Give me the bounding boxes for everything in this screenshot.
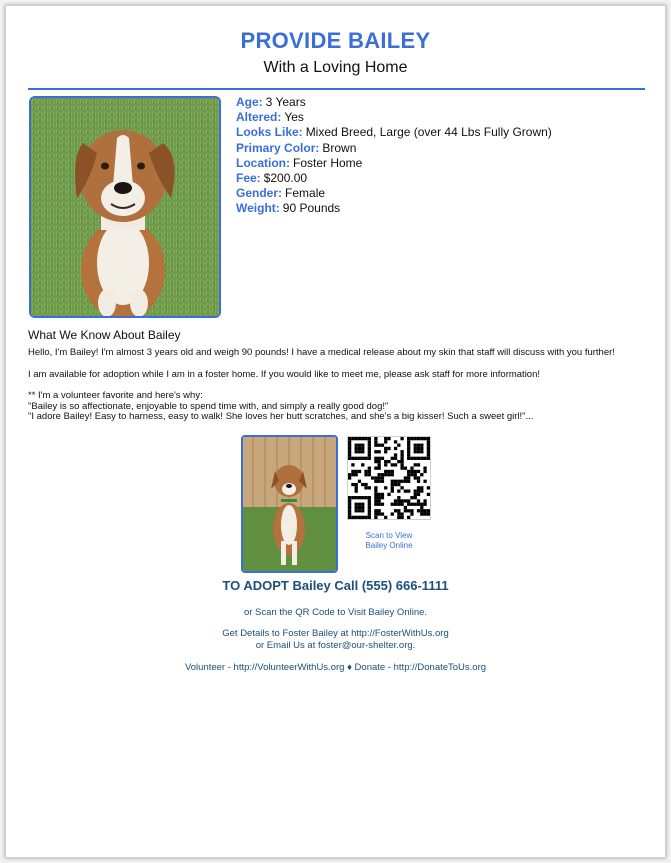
dog-photo-image xyxy=(31,98,219,316)
header-divider xyxy=(28,88,645,90)
fact-label: Location: xyxy=(236,155,290,170)
flyer-page xyxy=(5,5,666,858)
volunteer-donate-line: Volunteer - http://VolunteerWithUs.org ♦ Donate - http://DonateToUs.org xyxy=(184,662,487,673)
fact-altered xyxy=(236,110,656,125)
qr-code-icon xyxy=(348,437,430,519)
fact-value: 90 Pounds xyxy=(282,201,341,216)
fact-value: 3 Years xyxy=(265,95,306,109)
foster-line: Get Details to Foster Bailey at http://FosterWithUs.org xyxy=(222,628,449,639)
fact-location xyxy=(236,156,656,171)
fact-value: Female xyxy=(285,186,326,201)
fact-gender xyxy=(236,186,656,201)
fact-value: Yes xyxy=(284,110,304,125)
dog-photo-image xyxy=(243,437,336,571)
fact-primary-color xyxy=(236,141,656,156)
dog-photo-secondary xyxy=(241,435,338,573)
scan-line: or Scan the QR Code to Visit Bailey Online. xyxy=(243,607,428,618)
qr-caption-line: Scan to View xyxy=(365,531,413,540)
fact-label: Looks Like: xyxy=(236,125,303,140)
volunteer-quote: "Bailey is so affectionate, enjoyable to spend time with, and simply a really good dog!" xyxy=(28,400,389,412)
fact-value: $200.00 xyxy=(263,171,308,186)
fact-value: Mixed Breed, Large (over 44 Lbs Fully Grown) xyxy=(305,125,552,140)
fact-looks-like xyxy=(236,125,656,140)
qr-caption xyxy=(339,531,439,551)
email-line: or Email Us at foster@our-shelter.org. xyxy=(255,640,416,651)
page-title: PROVIDE BAILEY xyxy=(240,28,431,53)
fact-value: Brown xyxy=(322,140,357,155)
about-paragraph: I am available for adoption while I am in a foster home. If you would like to meet me, please ask staff for more information! xyxy=(28,368,541,380)
fact-label: Altered: xyxy=(236,110,282,125)
fact-age xyxy=(236,95,656,110)
qr-code[interactable] xyxy=(347,436,431,520)
fact-label: Primary Color: xyxy=(236,140,320,155)
fact-label: Age: xyxy=(236,95,263,109)
adopt-call-line: TO ADOPT Bailey Call (555) 666-1111 xyxy=(222,578,449,593)
fact-label: Weight: xyxy=(236,201,280,216)
about-text xyxy=(28,348,648,423)
fact-value: Foster Home xyxy=(293,155,363,170)
about-paragraph: ** I'm a volunteer favorite and here's why: xyxy=(28,390,203,402)
dog-photo-main xyxy=(29,96,221,318)
page-subtitle: With a Loving Home xyxy=(263,59,408,76)
fact-label: Fee: xyxy=(236,171,261,186)
volunteer-quote: "I adore Bailey! Easy to harness, easy to walk! She loves her butt scratches, and she's a big kisser! Such a sweet girl!"... xyxy=(28,411,534,423)
about-paragraph: Hello, I'm Bailey! I'm almost 3 years old and weigh 90 pounds! I have a medical release about my skin that staff will discuss with you further! xyxy=(28,347,615,358)
qr-caption-line: Bailey Online xyxy=(365,541,413,550)
pet-facts xyxy=(236,95,656,217)
fact-label: Gender: xyxy=(236,186,283,201)
fact-weight xyxy=(236,201,656,216)
fact-fee xyxy=(236,171,656,186)
about-heading: What We Know About Bailey xyxy=(28,328,181,342)
